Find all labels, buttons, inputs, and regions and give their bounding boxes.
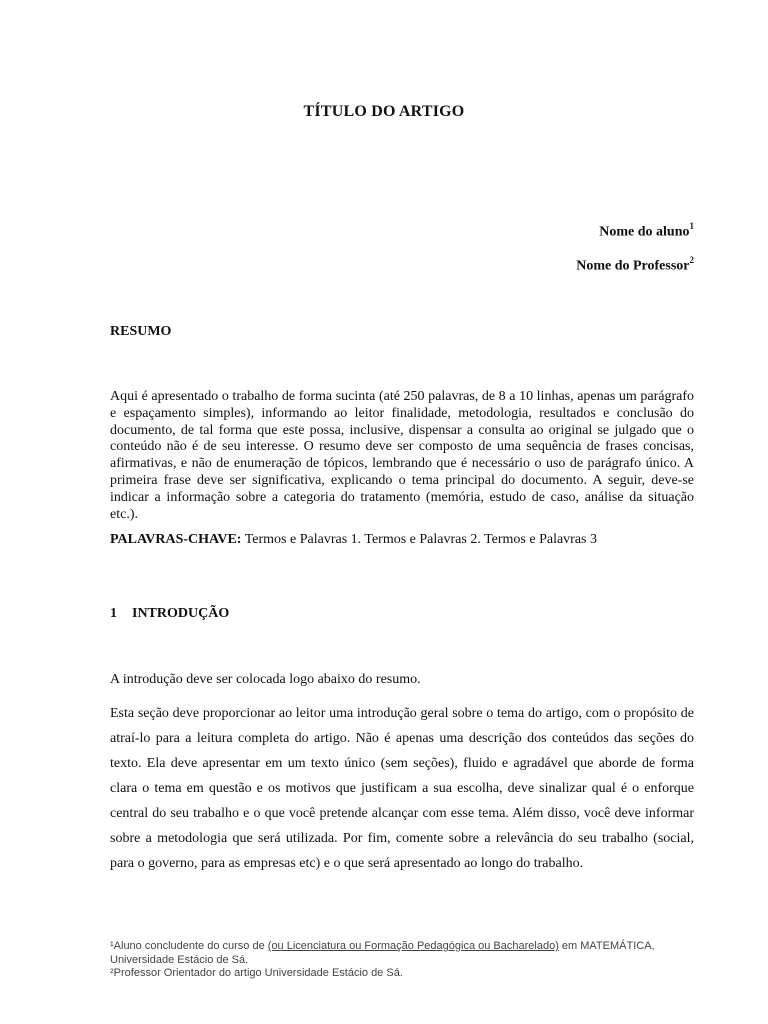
section-number: 1: [110, 606, 117, 621]
professor-name-text: Nome do Professor: [576, 258, 690, 274]
student-name: [599, 222, 694, 241]
keywords-line: [110, 532, 694, 548]
footnote-1-course-options: (ou Licenciatura ou Formação Pedagógica ou Bacharelado): [267, 940, 559, 952]
footnote-1-suffix: em MATEMÁTICA, Universidade Estácio de Sá.: [110, 940, 655, 966]
footnotes: [110, 940, 700, 981]
footnote-mark-1: 1: [689, 221, 694, 231]
resumo-heading: RESUMO: [110, 324, 172, 339]
intro-paragraph-1: A introdução deve ser colocada logo abaixo do resumo.: [110, 672, 421, 687]
article-title: TÍTULO DO ARTIGO: [303, 103, 465, 120]
footnote-2: ²Professor Orientador do artigo Universidade Estácio de Sá.: [110, 967, 403, 979]
keywords-label: PALAVRAS-CHAVE:: [110, 532, 242, 547]
footnote-1: [110, 940, 700, 967]
abstract-paragraph: Aqui é apresentado o trabalho de forma sucinta (até 250 palavras, de 8 a 10 linhas, apenas um parágrafo e espaçamento simples), informando ao leitor finalidade, metodologia, resultados e conclusão do documento, de tal forma que este possa, inclusive, dispensar a consulta ao original se julgado que o conteúdo não é de seu interesse. O resumo deve ser composto de uma sequência de frases concisas, afirmativas, e não de enumeração de tópicos, lembrando que é necessário o uso de parágrafo único. A primeira frase deve ser significativa, explicando o tema principal do documento. A seguir, deve-se indicar a informação sobre a categoria do tratamento (memória, estudo de caso, análise da situação etc.).: [110, 389, 694, 522]
keywords-text: Termos e Palavras 1. Termos e Palavras 2. Termos e Palavras 3: [241, 532, 597, 547]
student-name-text: Nome do aluno: [599, 224, 690, 240]
footnote-1-prefix: ¹Aluno concludente do curso de: [110, 940, 268, 952]
intro-paragraph-2: Esta seção deve proporcionar ao leitor uma introdução geral sobre o tema do artigo, com o propósito de atraí-lo para a leitura completa do artigo. Não é apenas uma descrição dos conteúdos das seções do texto. Ela deve apresentar em um texto único (sem seções), fluido e agradável que aborde de forma clara o tema em questão e os motivos que justificam a sua escolha, deve sinalizar qual é o enforque central do seu trabalho e o que você pretende alcançar com esse tema. Além disso, você deve informar sobre a metodologia que será utilizada. Por fim, comente sobre a relevância do seu trabalho (social, para o governo, para as empresas etc) e o que será apresentado ao longo do trabalho.: [110, 706, 694, 871]
footnote-mark-2: 2: [689, 255, 694, 265]
section-title: INTRODUÇÃO: [132, 606, 230, 621]
introducao-heading: [110, 606, 229, 622]
professor-name: [576, 256, 694, 275]
